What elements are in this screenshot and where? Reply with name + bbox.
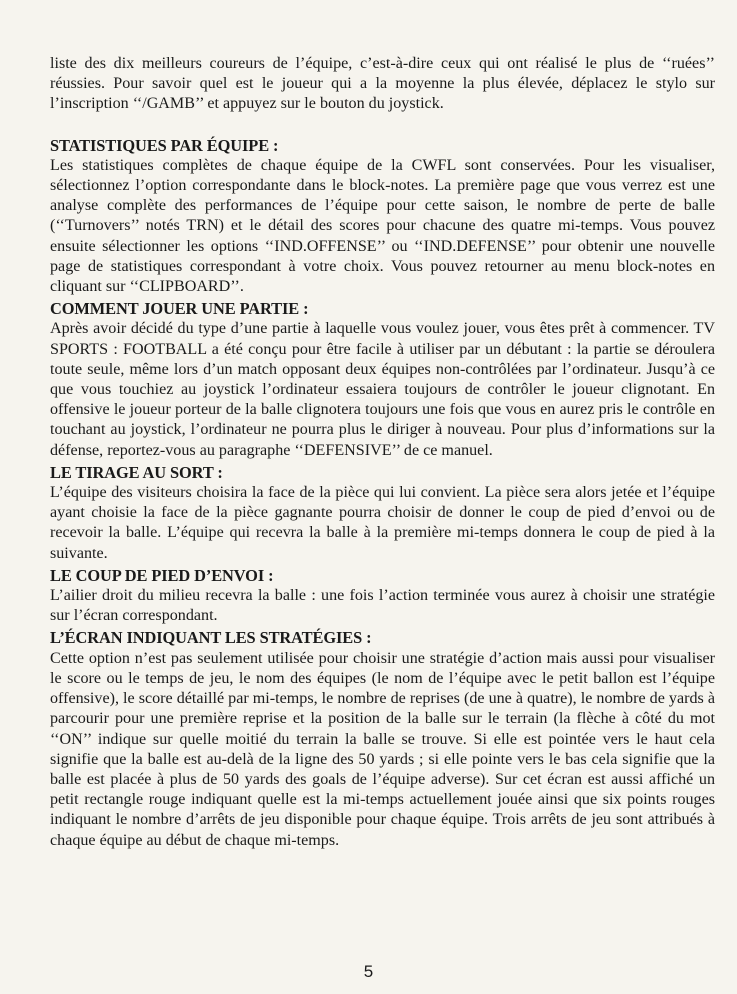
coin-toss-paragraph: L’équipe des visiteurs choisira la face de la pièce qui lui convient. La pièce sera alors jetée et l’équipe ayant choisie la face de la pièce gagnante pourra choisir de donner le coup de pied d’envoi ou de recevoir la balle. L’équipe qui recevra la balle à la première mi-temps donnera le coup de pied à la suivante.	[50, 484, 715, 562]
kickoff-paragraph: L’ailier droit du milieu recevra la balle : une fois l’action terminée vous aurez à choisir une stratégie sur l’écran correspondant.	[50, 587, 715, 625]
heading-how-to-play: COMMENT JOUER UNE PARTIE :	[50, 299, 309, 319]
heading-coin-toss: LE TIRAGE AU SORT :	[50, 462, 223, 482]
page-number: 5	[363, 962, 374, 981]
heading-strategy-screen: L’ÉCRAN INDIQUANT LES STRATÉGIES :	[50, 628, 372, 648]
intro-paragraph: liste des dix meilleurs coureurs de l’équipe, c’est-à-dire ceux qui ont réalisé le plus de ‘‘ruées’’ réussies. Pour savoir quel est le joueur qui a la moyenne la plus élevée, déplacez le stylo sur l’inscription ‘‘/GAMB’’ et appuyez sur le bouton du joystick.	[50, 55, 715, 113]
manual-page	[50, 54, 715, 851]
heading-team-statistics: STATISTIQUES PAR ÉQUIPE :	[50, 135, 279, 155]
strategy-screen-paragraph: Cette option n’est pas seulement utilisée pour choisir une stratégie d’action mais aussi pour visualiser le score ou le temps de jeu, le nom des équipes (le nom de l’équipe avec le petit ballon est l’équipe offensive), le score détaillé par mi-temps, le nombre de reprises (de une à quatre), le nombre de yards à parcourir pour une première reprise et la position de la balle sur le terrain (la flèche à côté du mot ‘‘ON’’ indique sur quelle moitié du terrain la balle se trouve. Si elle est pointée vers le haut cela signifie que la balle est au-delà de la ligne des 50 yards ; si elle pointe vers le bas cela signifie que la balle est placée à plus de 50 yards des goals de l’équipe adverse). Sur cet écran est aussi affiché un petit rectangle rouge indiquant quelle est la mi-temps actuellement jouée ainsi que six points rouges indiquant le nombre d’arrêts de jeu disponible pour chaque équipe. Trois arrêts de jeu sont attribués à chaque équipe au début de chaque mi-temps.	[50, 649, 715, 849]
how-to-play-paragraph: Après avoir décidé du type d’une partie à laquelle vous voulez jouer, vous êtes prêt à commencer. TV SPORTS : FOOTBALL a été conçu pour être facile à utiliser par un débutant : la partie se déroulera toute seule, même lors d’un match opposant deux équipes non-contrôlées par l’ordinateur. Jusqu’à ce que vous touchiez au joystick l’ordinateur essaiera toujours de contrôler le joueur clignotant. En offensive le joueur porteur de la balle clignotera toujours une fois que vous en aurez pris le contrôle en touchant au joystick, l’ordinateur ne pourra plus le diriger à nouveau. Pour plus d’informations sur la défense, reportez-vous au paragraphe ‘‘DEFENSIVE’’ de ce manuel.	[50, 320, 715, 459]
heading-kickoff: LE COUP DE PIED D’ENVOI :	[50, 565, 274, 585]
team-statistics-paragraph: Les statistiques complètes de chaque équipe de la CWFL sont conservées. Pour les visualiser, sélectionnez l’option correspondante dans le block-notes. La première page que vous verrez est une analyse complète des performances de l’équipe pour cette saison, le nombre de perte de balle (‘‘Turnovers’’ notés TRN) et le détail des scores pour chacune des quatre mi-temps. Vous pouvez ensuite sélectionner les options ‘‘IND.OFFENSE’’ ou ‘‘IND.DEFENSE’’ pour obtenir une nouvelle page de statistiques correspondant à votre choix. Vous pouvez retourner au menu block-notes en cliquant sur ‘‘CLIPBOARD’’.	[50, 156, 715, 296]
